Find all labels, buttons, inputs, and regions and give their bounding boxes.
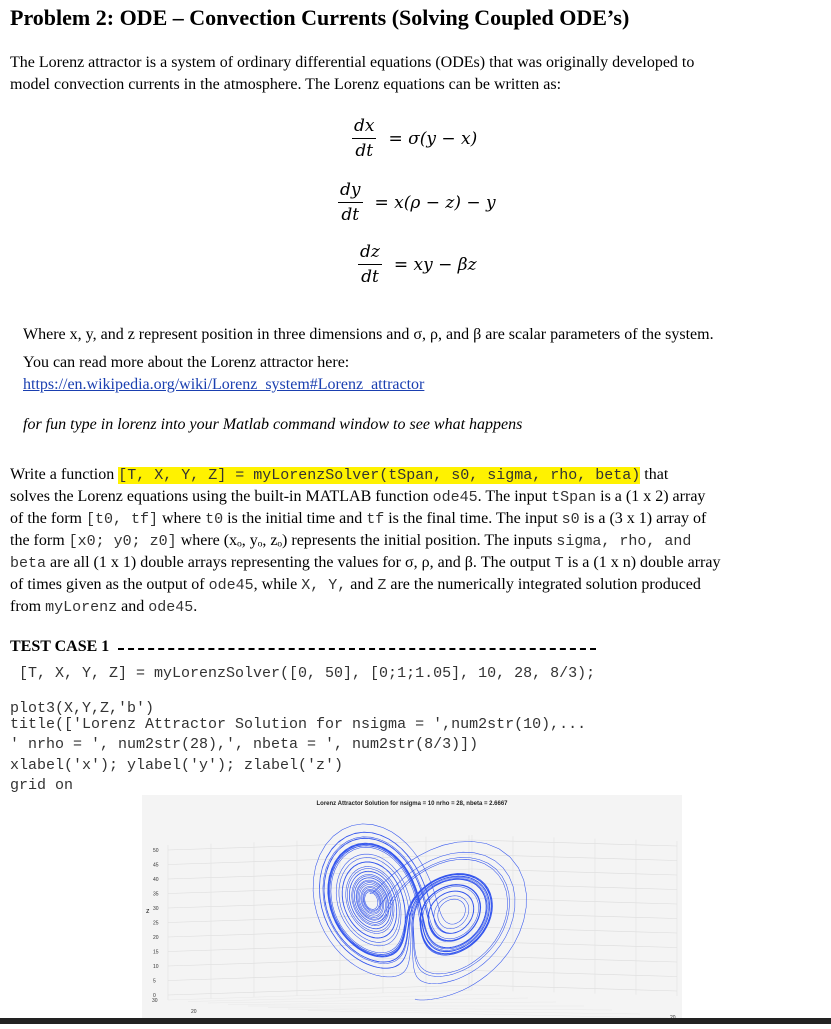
z-tick-label: 0 (153, 993, 156, 999)
code-line: [T, X, Y, Z] = myLorenzSolver([0, 50], [0;1;1.05], 10, 28, 8/3); (10, 665, 596, 682)
task-text: is the initial time and (223, 510, 367, 527)
task-line-6 (10, 574, 701, 597)
code-line: plot3(X,Y,Z,'b') (10, 700, 155, 717)
z-tick-label: 25 (153, 920, 159, 927)
wikipedia-link[interactable]: https://en.wikipedia.org/wiki/Lorenz_system#Lorenz_attractor (23, 376, 425, 393)
task-line-1 (10, 464, 668, 487)
code-Z: Z (377, 577, 387, 594)
task-text: Write a function (10, 466, 119, 483)
code-line: xlabel('x'); ylabel('y'); zlabel('z') (10, 757, 344, 774)
code-t0-tf: [t0, tf] (85, 511, 158, 528)
plot-title: Lorenz Attractor Solution for nsigma = 10 nrho = 28, nbeta = 2.6667 (316, 801, 508, 807)
task-line-7 (10, 596, 197, 619)
task-text: where (158, 510, 206, 527)
code-line: ' nrho = ', num2str(28),', nbeta = ', num2str(8/3)]) (10, 736, 479, 753)
z-tick-label: 20 (153, 935, 159, 941)
code-T: T (554, 555, 564, 572)
eq-dy-denominator: dt (341, 205, 360, 225)
task-text: solves the Lorenz equations using the built-in MATLAB function (10, 488, 433, 505)
code-ode45: ode45 (208, 577, 254, 594)
code-line: title(['Lorenz Attractor Solution for nsigma = ',num2str(10),... (10, 716, 587, 733)
fun-text: for fun type in lorenz into your Matlab command window to see what happens (23, 416, 523, 433)
code-line: grid on (10, 777, 74, 794)
task-text: that (640, 466, 669, 483)
code-xyz: X, Y, (301, 577, 347, 594)
z-tick-label: 10 (153, 964, 159, 970)
task-text: and (117, 598, 149, 615)
task-text: are all (1 x 1) double arrays representing the values for σ, ρ, and β. The output (46, 554, 555, 571)
code-s0: s0 (561, 511, 580, 528)
task-text: . (193, 598, 198, 615)
task-line-3 (10, 508, 706, 531)
code-t0: t0 (205, 511, 224, 528)
task-text: the form (10, 532, 69, 549)
z-tick-label: 30 (153, 906, 159, 912)
test-case-title: TEST CASE 1 (10, 638, 110, 655)
z-tick-label: 45 (153, 862, 159, 869)
eq-dz-rhs: = xy − βz (393, 254, 477, 275)
problem-title: Problem 2: ODE – Convection Currents (Solving Coupled ODE’s) (10, 5, 630, 30)
equation-dz (358, 242, 477, 287)
eq-dy-numerator: dy (338, 180, 363, 203)
z-tick-label: 15 (153, 949, 159, 956)
task-text: , while (253, 576, 302, 593)
eq-dz-numerator: dz (358, 242, 382, 265)
z-tick-label: 40 (153, 877, 159, 883)
code-initial-vector: [x0; y0; z0] (68, 533, 177, 550)
eq-dx-rhs: = σ(y − x) (388, 128, 478, 149)
task-text: is a (3 x 1) array of (579, 510, 707, 527)
task-text: of the form (10, 510, 86, 527)
function-signature: [T, X, Y, Z] = myLorenzSolver(tSpan, s0, sigma, rho, beta) (118, 467, 641, 484)
task-text: are the numerically integrated solution produced (386, 576, 701, 593)
task-text: is a (1 x n) double array (563, 554, 721, 571)
test-case-divider (118, 648, 596, 650)
plot-y-tick-left: 30 (152, 998, 158, 1004)
task-text: . The input (477, 488, 552, 505)
task-text: from (10, 598, 46, 615)
intro-line-1: The Lorenz attractor is a system of ordinary differential equations (ODEs) that was originally developed to (10, 54, 695, 71)
task-text: and (346, 576, 378, 593)
code-ode45: ode45 (432, 489, 478, 506)
readmore-text: You can read more about the Lorenz attractor here: (23, 354, 350, 371)
task-text: of times given as the output of (10, 576, 209, 593)
code-tf: tf (366, 511, 385, 528)
equation-dx (352, 116, 477, 161)
eq-dx-denominator: dt (355, 141, 374, 161)
plot-x-tick: 20 (191, 1009, 197, 1015)
task-text: where (xₒ, yₒ, zₒ) represents the initial position. The inputs (176, 532, 557, 549)
eq-dz-denominator: dt (361, 267, 379, 287)
where-text: Where x, y, and z represent position in three dimensions and σ, ρ, and β are scalar parameters of the system. (23, 326, 714, 343)
task-text: is the final time. The input (384, 510, 562, 527)
eq-dx-numerator: dx (352, 116, 376, 139)
z-tick-label: 50 (153, 848, 159, 854)
intro-line-2: model convection currents in the atmosphere. The Lorenz equations can be written as: (10, 76, 562, 93)
code-mylorenz: myLorenz (45, 599, 118, 616)
code-parameters: sigma, rho, and (556, 533, 692, 550)
lorenz-plot-figure (142, 795, 682, 1024)
bottom-border (0, 1018, 831, 1024)
z-tick-label: 35 (153, 891, 159, 898)
code-tspan: tSpan (551, 489, 597, 506)
task-line-4 (10, 530, 691, 553)
task-line-2 (10, 486, 705, 509)
lorenz-plot-svg (142, 795, 682, 1024)
code-ode45: ode45 (148, 599, 194, 616)
z-tick-label: 5 (153, 978, 156, 985)
plot-zlabel: z (146, 908, 150, 915)
equation-dy (338, 180, 496, 225)
eq-dy-rhs: = x(ρ − z) − y (374, 192, 496, 213)
task-text: is a (1 x 2) array (596, 488, 706, 505)
code-beta: beta (10, 555, 47, 572)
task-line-5 (10, 552, 720, 575)
